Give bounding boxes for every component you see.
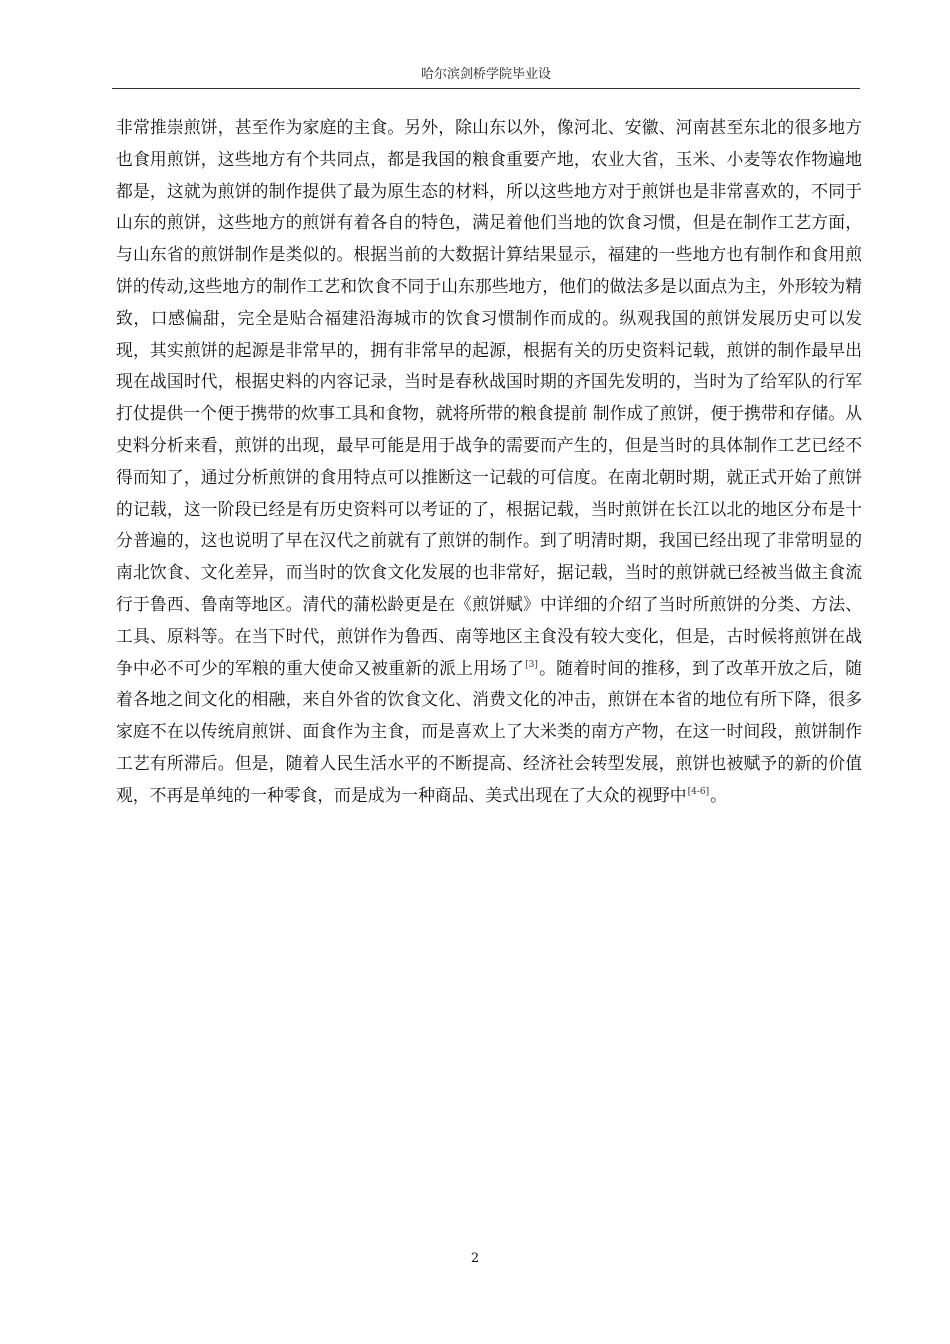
citation-ref-3[interactable]: [3] bbox=[525, 659, 538, 670]
page-number: 2 bbox=[470, 1251, 480, 1266]
paragraph-text-1: 非常推崇煎饼，甚至作为家庭的主食。另外，除山东以外，像河北、安徽、河南甚至东北的很多地方也食用煎饼，这些地方有个共同点，都是我国的粮食重要产地，农业大省，玉米、小麦等农作物遍地都是，这就为煎饼的制作提供了最为原生态的材料，所以这些地方对于煎饼也是非常喜欢的，不同于山东的煎饼，这些地方的煎饼有着各自的特色，满足着他们当地的饮食习惯，但是在制作工艺方面，与山东省的煎饼制作是类似的。根据当前的大数据计算结果显示，福建的一些地方也有制作和食用煎饼的传动,这些地方的制作工艺和饮食不同于山东那些地方，他们的做法多是以面点为主，外形较为精致，口感偏甜，完全是贴合福建沿海城市的饮食习惯制作而成的。纵观我国的煎饼发展历史可以发现，其实煎饼的起源是非常早的，拥有非常早的起源，根据有关的历史资料记载，煎饼的制作最早出现在战国时代，根据史料的内容记录，当时是春秋战国时期的齐国先发明的，当时为了给军队的行军打仗提供一个便于携带的炊事工具和食物，就将所带的粮食提前 制作成了煎饼，便于携带和存储。从史料分析来看，煎饼的出现，最早可能是用于战争的需要而产生的，但是当时的具体制作工艺已经不得而知了，通过分析煎饼的食用特点可以推断这一记载的可信度。在南北朝时期，就正式开始了煎饼的记载，这一阶段已经是有历史资料可以考证的了，根据记载，当时煎饼在长江以北的地区分布是十分普遍的，这也说明了早在汉代之前就有了煎饼的制作。到了明清时期，我国已经出现了非常明显的南北饮食、文化差异，而当时的饮食文化发展的也非常好，据记载，当时的煎饼就已经被当做主食流行于鲁西、鲁南等地区。清代的蒲松龄更是在《煎饼赋》中详细的介绍了当时所煎饼的分类、方法、工具、原料等。在当下时代，煎饼作为鲁西、南等地区主食没有较大变化，但是，古时候将煎饼在战争中必不可少的军粮的重大使命又被重新的派上用场了 bbox=[116, 117, 862, 678]
citation-ref-4-6[interactable]: [4-6] bbox=[687, 786, 710, 797]
running-header: 哈尔滨剑桥学院毕业设 bbox=[420, 67, 551, 82]
paragraph-text-3: 。 bbox=[710, 784, 727, 805]
header-rule bbox=[112, 88, 860, 89]
body-paragraph bbox=[116, 112, 862, 812]
paragraph-text-2: 。随着时间的推移，到了改革开放之后，随着各地之间文化的相融，来自外省的饮食文化、消费文化的冲击，煎饼在本省的地位有所下降，很多家庭不在以传统肩煎饼、面食作为主食，而是喜欢上了大米类的南方产物，在这一时间段，煎饼制作工艺有所滞后。但是，随着人民生活水平的不断提高、经济社会转型发展，煎饼也被赋予的新的价值观，不再是单纯的一种零食，而是成为一种商品、美式出现在了大众的视野中 bbox=[116, 657, 862, 805]
